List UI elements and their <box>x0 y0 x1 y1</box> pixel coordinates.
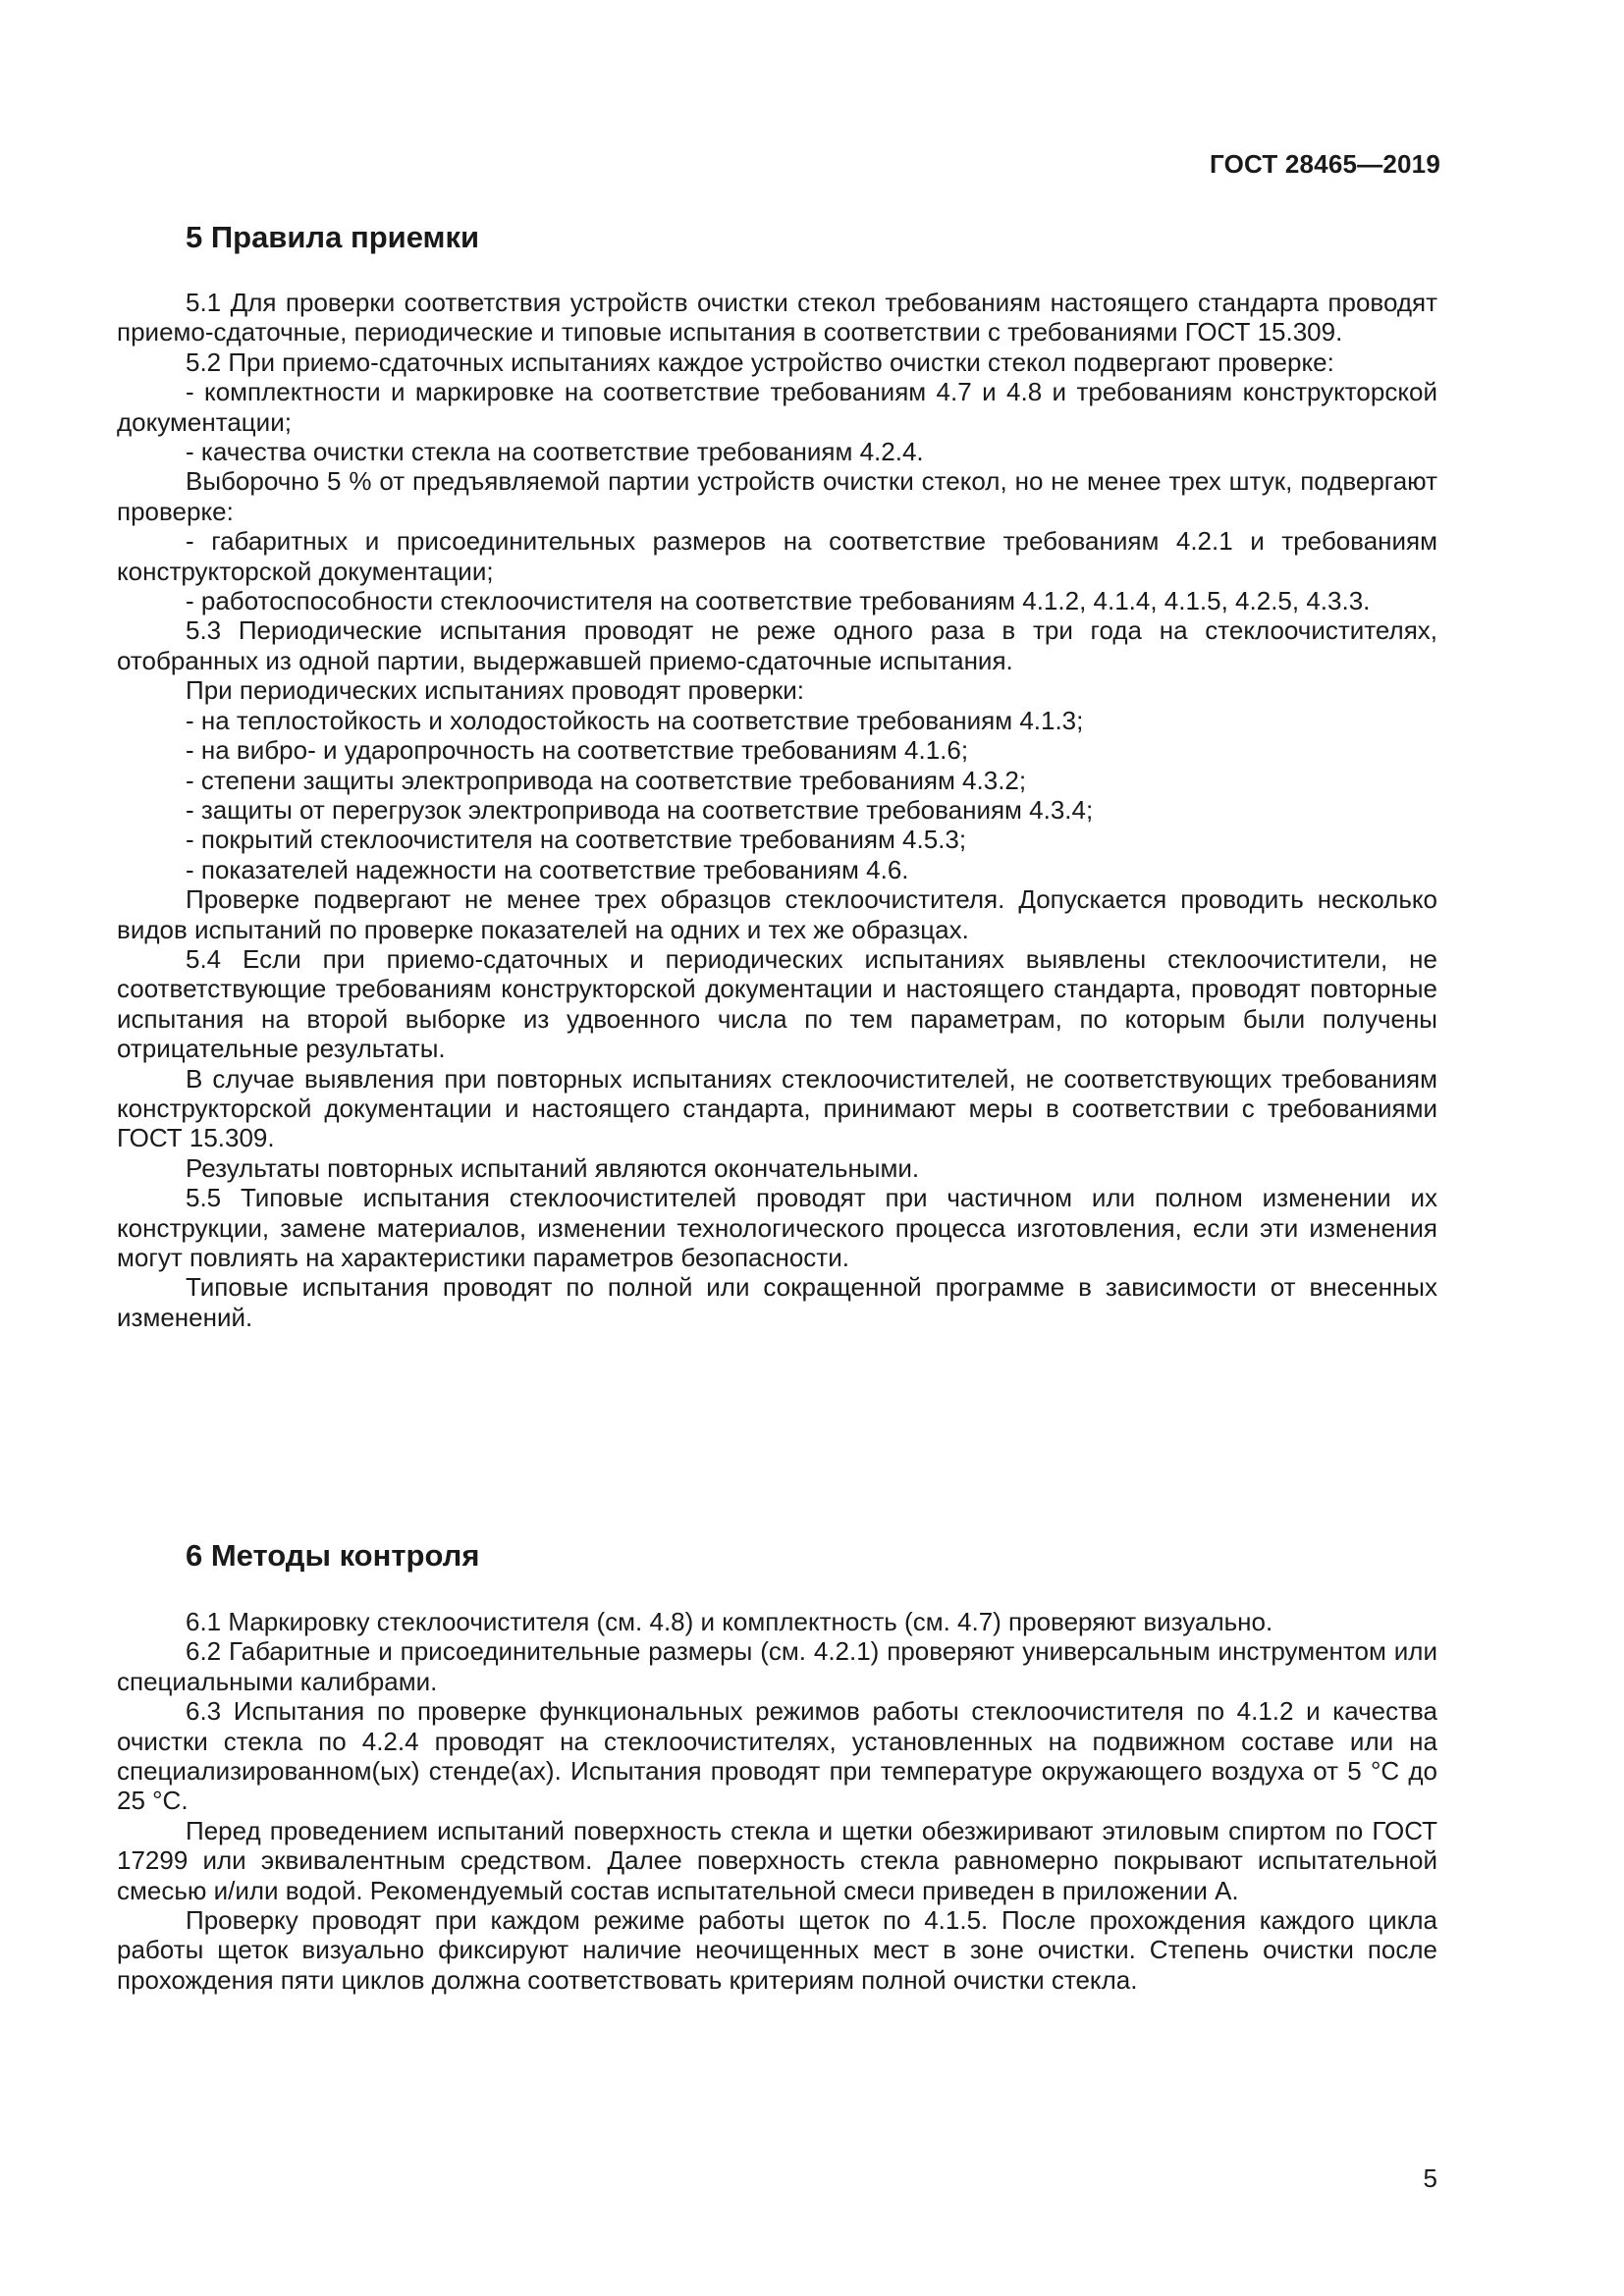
paragraph: Результаты повторных испытаний являются окончательными. <box>186 1152 920 1183</box>
section-5-body <box>117 288 1437 1332</box>
page-number: 5 <box>1423 2163 1437 2193</box>
paragraph-5-2: 5.2 При приемо-сдаточных испытаниях каждое устройство очистки стекол подвергают проверке: <box>186 347 1334 377</box>
paragraph-5-4: 5.4 Если при приемо-сдаточных и периодических испытаниях выявлены стеклоочистители, не соответствующие требованиям конструкторской документации и настоящего стандарта, проводят повторные испытания на второй выборке из удвоенного числа по тем параметрам, по которым были получены отрицательные результаты. <box>117 943 1437 1064</box>
paragraph-5-3: 5.3 Периодические испытания проводят не реже одного раза в три года на стеклоочистителях, отобранных из одной партии, выдержавшей приемо-сдаточные испытания. <box>117 615 1437 675</box>
paragraph-6-2: 6.2 Габаритные и присоединительные размеры (см. 4.2.1) проверяют универсальным инструментом или специальными калибрами. <box>117 1636 1437 1696</box>
list-item: - показателей надежности на соответствие требованиям 4.6. <box>186 854 909 884</box>
list-item: - работоспособности стеклоочистителя на соответствие требованиям 4.1.2, 4.1.4, 4.1.5, 4.2.5, 4.3.3. <box>186 586 1371 616</box>
list-item: - качества очистки стекла на соответствие требованиям 4.2.4. <box>186 437 924 467</box>
section-6-title: 6 Методы контроля <box>186 1538 480 1573</box>
paragraph-5-1: 5.1 Для проверки соответствия устройств очистки стекол требованиям настоящего стандарта проводят приемо-сдаточные, периодические и типовые испытания в соответствии с требованиями ГОСТ 15.309. <box>117 288 1437 347</box>
list-item: - степени защиты электропривода на соответствие требованиям 4.3.2; <box>186 765 1027 795</box>
paragraph: Проверке подвергают не менее трех образцов стеклоочистителя. Допускается проводить несколько видов испытаний по проверке показателей на одних и тех же образцах. <box>117 884 1437 944</box>
document-code: ГОСТ 28465—2019 <box>1210 149 1440 179</box>
list-item: - габаритных и присоединительных размеров на соответствие требованиям 4.2.1 и требованиям конструкторской документации; <box>117 526 1437 586</box>
paragraph: При периодических испытаниях проводят проверки: <box>186 675 805 706</box>
list-item: - на вибро- и ударопрочность на соответствие требованиям 4.1.6; <box>186 735 969 766</box>
paragraph: Выборочно 5 % от предъявляемой партии устройств очистки стекол, но не менее трех штук, подвергают проверке: <box>117 466 1437 526</box>
list-item: - комплектности и маркировке на соответствие требованиям 4.7 и 4.8 и требованиям конструкторской документации; <box>117 377 1437 437</box>
paragraph-5-5: 5.5 Типовые испытания стеклоочистителей проводят при частичном или полном изменении их конструкции, замене материалов, изменении технологического процесса изготовления, если эти изменения могут повлиять на характеристики параметров безопасности. <box>117 1183 1437 1272</box>
paragraph-6-1: 6.1 Маркировку стеклоочистителя (см. 4.8) и комплектность (см. 4.7) проверяют визуально. <box>186 1607 1273 1636</box>
paragraph: Перед проведением испытаний поверхность стекла и щетки обезжиривают этиловым спиртом по ГОСТ 17299 или эквивалентным средством. Далее поверхность стекла равномерно покрывают испытательной смесью и/или водой. Рекомендуемый состав испытательной смеси приведен в приложении А. <box>117 1815 1437 1905</box>
list-item: - покрытий стеклоочистителя на соответствие требованиям 4.5.3; <box>186 825 967 855</box>
paragraph: В случае выявления при повторных испытаниях стеклоочистителей, не соответствующих требованиям конструкторской документации и настоящего стандарта, принимают меры в соответствии с требованиями ГОСТ 15.309. <box>117 1063 1437 1153</box>
list-item: - на теплостойкость и холодостойкость на соответствие требованиям 4.1.3; <box>186 705 1084 735</box>
section-5-title: 5 Правила приемки <box>186 220 480 254</box>
paragraph: Типовые испытания проводят по полной или сокращенной программе в зависимости от внесенных изменений. <box>117 1272 1437 1332</box>
paragraph: Проверку проводят при каждом режиме работы щеток по 4.1.5. После прохождения каждого цикла работы щеток визуально фиксируют наличие неочищенных мест в зоне очистки. Степень очистки после прохождения пяти циклов должна соответствовать критериям полной очистки стекла. <box>117 1905 1437 1995</box>
list-item: - защиты от перегрузок электропривода на соответствие требованиям 4.3.4; <box>186 794 1094 825</box>
paragraph-6-3: 6.3 Испытания по проверке функциональных режимов работы стеклоочистителя по 4.1.2 и качества очистки стекла по 4.2.4 проводят на стеклоочистителях, установленных на подвижном составе или на специализированном(ых) стенде(ах). Испытания проводят при температуре окружающего воздуха от 5 °С до 25 °С. <box>117 1696 1437 1816</box>
section-6-body <box>117 1607 1437 1995</box>
